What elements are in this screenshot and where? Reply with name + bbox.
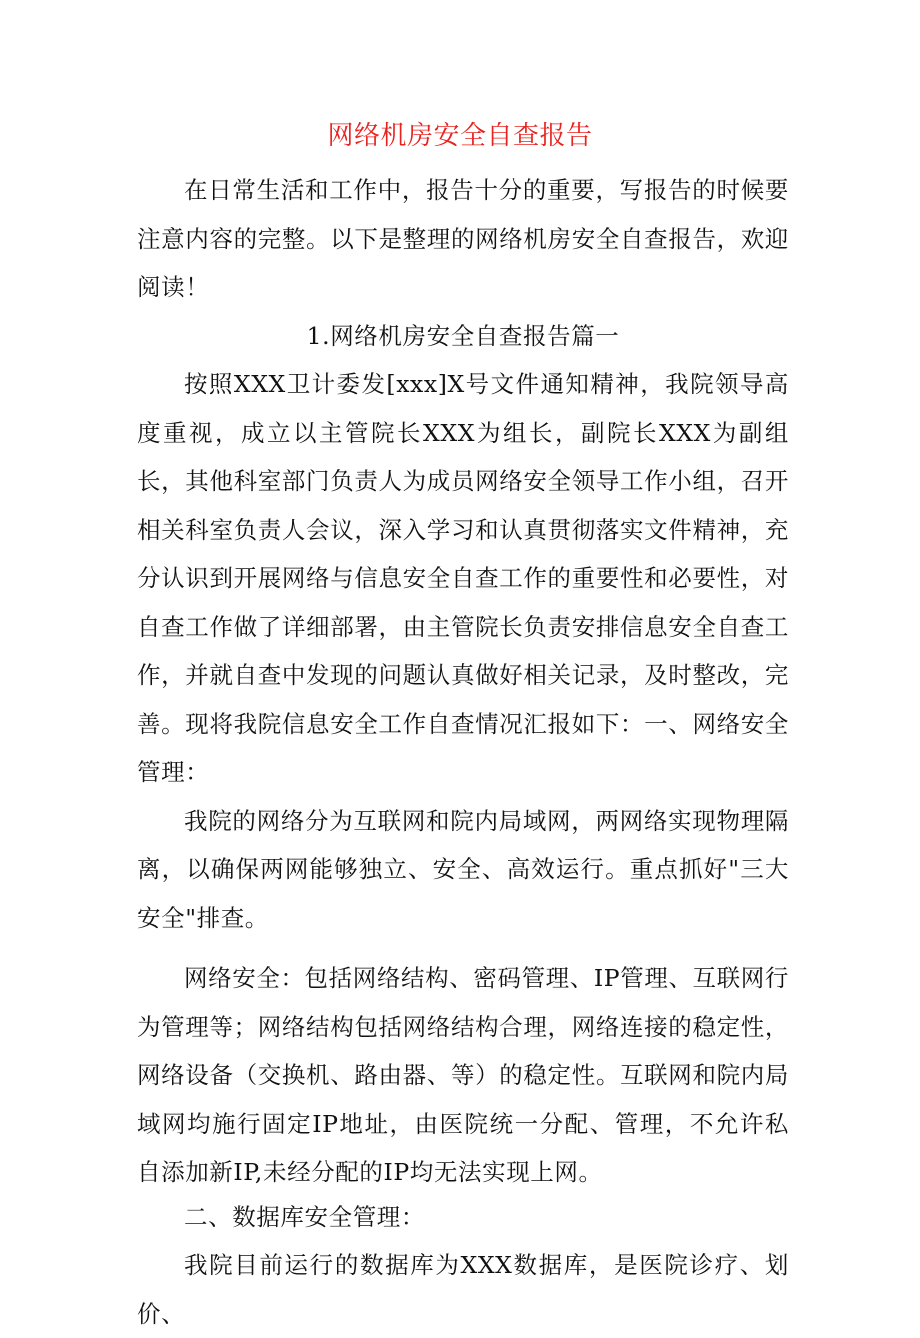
body-paragraph-2: 我院的网络分为互联网和院内局域网，两网络实现物理隔离，以确保两网能够独立、安全、高效运行。重点抓好"三大安全"排查。 (137, 806, 789, 932)
section-subheading-database: 二、数据库安全管理： (184, 1202, 425, 1231)
section-heading: 1.网络机房安全自查报告篇一 (306, 321, 620, 350)
body-paragraph-3: 网络安全：包括网络结构、密码管理、IP管理、互联网行为管理等；网络结构包括网络结构合理，网络连接的稳定性，网络设备（交换机、路由器、等）的稳定性。互联网和院内局域网均施行固定IP地址，由医院统一分配、管理，不允许私自添加新IP,未经分配的IP均无法实现上网。 (137, 964, 789, 1186)
document-title: 网络机房安全自查报告 (327, 121, 593, 151)
intro-paragraph: 在日常生活和工作中，报告十分的重要，写报告的时候要注意内容的完整。以下是整理的网络机房安全自查报告，欢迎阅读！ (137, 176, 789, 301)
body-paragraph-4: 我院目前运行的数据库为XXX数据库，是医院诊疗、划价、 (137, 1251, 789, 1328)
document-body (137, 166, 789, 1338)
body-paragraph-1: 按照XXX卫计委发[xxx]X号文件通知精神，我院领导高度重视，成立以主管院长XXX为组长，副院长XXX为副组长，其他科室部门负责人为成员网络安全领导工作小组，召开相关科室负责人会议，深入学习和认真贯彻落实文件精神，充分认识到开展网络与信息安全自查工作的重要性和必要性，对自查工作做了详细部署，由主管院长负责安排信息安全自查工作，并就自查中发现的问题认真做好相关记录，及时整改，完善。现将我院信息安全工作自查情况汇报如下：一、网络安全管理： (137, 370, 789, 786)
